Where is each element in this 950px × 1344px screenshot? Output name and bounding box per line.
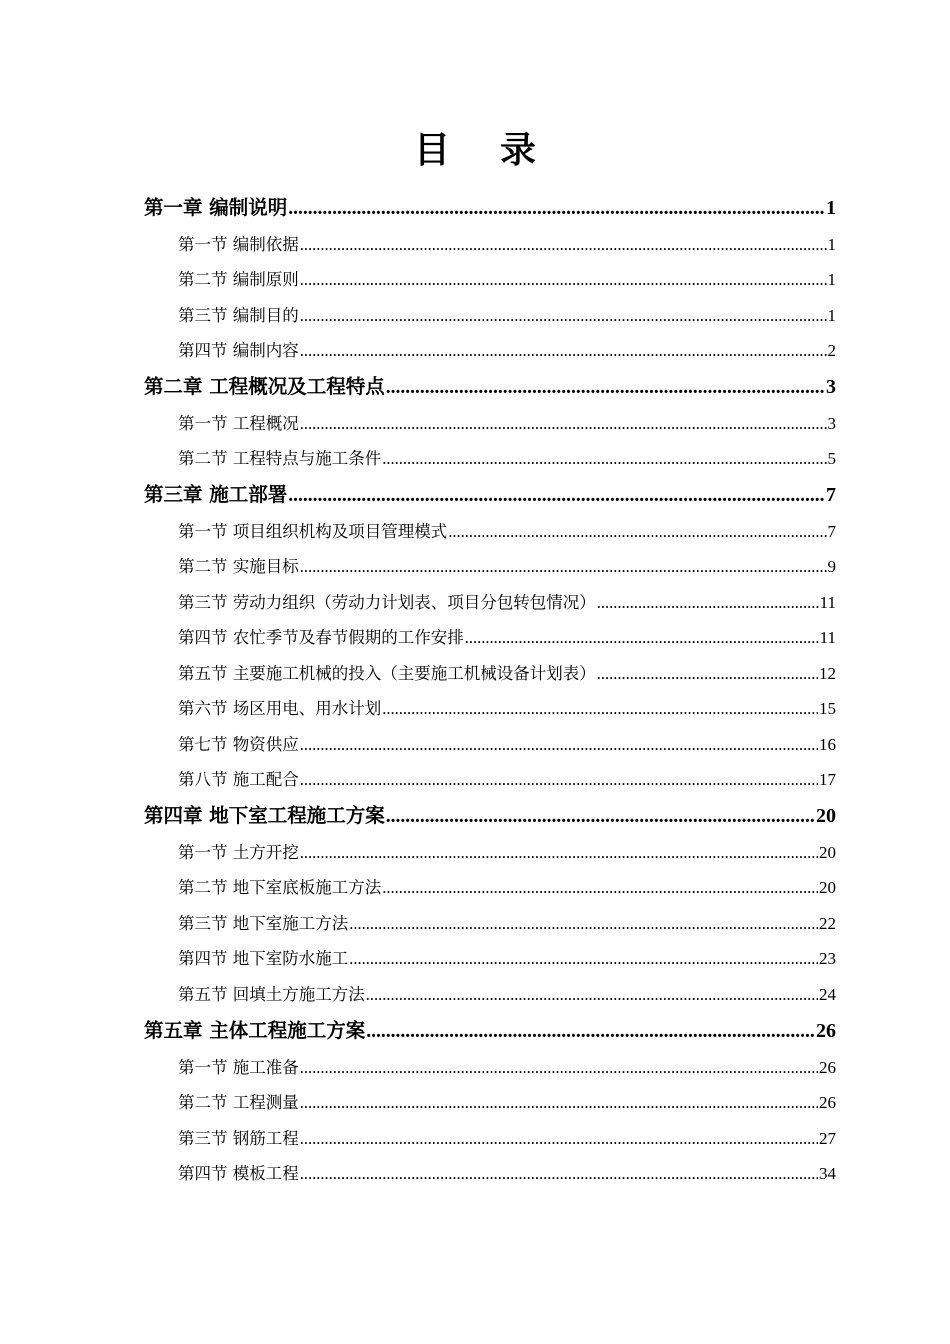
- toc-entry-label: 第三章 施工部署: [144, 483, 288, 506]
- toc-section[interactable]: [178, 767, 836, 793]
- toc-section[interactable]: [178, 338, 836, 364]
- title-char-1: 目: [413, 130, 450, 171]
- toc-chapter[interactable]: [144, 372, 836, 402]
- toc-page-number: 15: [819, 699, 836, 718]
- dot-leader: [300, 840, 818, 866]
- toc-page-number: 24: [819, 985, 836, 1004]
- toc-entry-label: 第一章 编制说明: [144, 196, 288, 219]
- toc-entry-label: 第三节 钢筋工程: [178, 1129, 299, 1148]
- toc-section[interactable]: [178, 303, 836, 329]
- toc-page-number: 34: [819, 1164, 836, 1183]
- toc-page-number: 1: [826, 197, 836, 219]
- toc-page-number: 11: [819, 593, 836, 612]
- dot-leader: [366, 982, 818, 1008]
- dot-leader: [386, 802, 815, 832]
- dot-leader: [366, 1017, 815, 1047]
- toc-page-number: 7: [826, 484, 836, 506]
- toc-page-number: 1: [827, 306, 836, 325]
- toc-section[interactable]: [178, 1126, 836, 1152]
- toc-section[interactable]: [178, 840, 836, 866]
- toc-entry-label: 第三节 地下室施工方法: [178, 914, 349, 933]
- toc-entry-label: 第四节 地下室防水施工: [178, 949, 349, 968]
- dot-leader: [597, 661, 818, 687]
- dot-leader: [300, 1126, 818, 1152]
- dot-leader: [300, 1055, 818, 1081]
- dot-leader: [300, 411, 827, 437]
- toc-entry-label: 第一节 工程概况: [178, 414, 299, 433]
- toc-entry-label: 第二节 地下室底板施工方法: [178, 878, 382, 897]
- toc-entry-label: 第一节 施工准备: [178, 1058, 299, 1077]
- toc-page-number: 12: [819, 664, 836, 683]
- toc-entry-label: 第五节 回填土方施工方法: [178, 985, 365, 1004]
- toc-entry-label: 第二节 工程测量: [178, 1093, 299, 1112]
- toc-section[interactable]: [178, 661, 836, 687]
- toc-section[interactable]: [178, 1055, 836, 1081]
- dot-leader: [288, 194, 825, 224]
- toc-entry-label: 第四章 地下室工程施工方案: [144, 804, 385, 827]
- dot-leader: [349, 946, 818, 972]
- dot-leader: [448, 519, 826, 545]
- toc-page-number: 16: [819, 735, 836, 754]
- toc-page-number: 23: [819, 949, 836, 968]
- toc-entry-label: 第四节 农忙季节及春节假期的工作安排: [178, 628, 464, 647]
- toc-chapter[interactable]: [144, 1016, 836, 1046]
- title-char-2: 录: [500, 130, 537, 171]
- toc-page-number: 1: [827, 270, 836, 289]
- toc-entry-label: 第六节 场区用电、用水计划: [178, 699, 382, 718]
- toc-section[interactable]: [178, 875, 836, 901]
- toc-section[interactable]: [178, 1161, 836, 1187]
- dot-leader: [300, 732, 818, 758]
- toc-page-number: 26: [819, 1093, 836, 1112]
- toc-page-number: 3: [826, 376, 836, 398]
- toc-page-number: 20: [816, 805, 836, 827]
- toc-entry-label: 第七节 物资供应: [178, 735, 299, 754]
- dot-leader: [382, 696, 818, 722]
- toc-entry-label: 第二节 工程特点与施工条件: [178, 449, 382, 468]
- toc-entry-label: 第四节 编制内容: [178, 341, 299, 360]
- toc-entry-label: 第一节 土方开挖: [178, 843, 299, 862]
- toc-entry-label: 第八节 施工配合: [178, 770, 299, 789]
- dot-leader: [300, 1161, 818, 1187]
- toc-entry-label: 第一节 项目组织机构及项目管理模式: [178, 522, 448, 541]
- toc-section[interactable]: [178, 232, 836, 258]
- toc-entry-label: 第五章 主体工程施工方案: [144, 1019, 366, 1042]
- toc-page-number: 2: [827, 341, 836, 360]
- toc-page-number: 17: [819, 770, 836, 789]
- toc-page-number: 1: [827, 235, 836, 254]
- toc-page-number: 5: [827, 449, 836, 468]
- toc-page-number: 22: [819, 914, 836, 933]
- toc-page-number: 7: [827, 522, 836, 541]
- toc-page-number: 20: [819, 878, 836, 897]
- toc-section[interactable]: [178, 625, 836, 651]
- dot-leader: [349, 911, 818, 937]
- toc-section[interactable]: [178, 267, 836, 293]
- toc-page-number: 9: [827, 557, 836, 576]
- toc-section[interactable]: [178, 732, 836, 758]
- toc-section[interactable]: [178, 946, 836, 972]
- toc-entry-label: 第三节 劳动力组织（劳动力计划表、项目分包转包情况）: [178, 593, 596, 612]
- toc-chapter[interactable]: [144, 193, 836, 223]
- toc-section[interactable]: [178, 1090, 836, 1116]
- dot-leader: [300, 303, 827, 329]
- toc-section[interactable]: [178, 519, 836, 545]
- toc-section[interactable]: [178, 446, 836, 472]
- dot-leader: [597, 590, 819, 616]
- toc-page-number: 26: [819, 1058, 836, 1077]
- toc-section[interactable]: [178, 590, 836, 616]
- toc-entry-label: 第二章 工程概况及工程特点: [144, 375, 385, 398]
- toc-section[interactable]: [178, 982, 836, 1008]
- dot-leader: [300, 767, 818, 793]
- toc-entry-label: 第四节 模板工程: [178, 1164, 299, 1183]
- dot-leader: [300, 554, 827, 580]
- toc-chapter[interactable]: [144, 480, 836, 510]
- toc-page-number: 20: [819, 843, 836, 862]
- toc-entry-label: 第三节 编制目的: [178, 306, 299, 325]
- toc-section[interactable]: [178, 554, 836, 580]
- toc-chapter[interactable]: [144, 801, 836, 831]
- dot-leader: [300, 1090, 818, 1116]
- dot-leader: [386, 373, 825, 403]
- dot-leader: [300, 338, 827, 364]
- toc-entry-label: 第二节 实施目标: [178, 557, 299, 576]
- toc-page-number: 27: [819, 1129, 836, 1148]
- dot-leader: [288, 481, 825, 511]
- toc-entry-label: 第一节 编制依据: [178, 235, 299, 254]
- toc-page-number: 11: [819, 628, 836, 647]
- toc-page-number: 26: [816, 1020, 836, 1042]
- dot-leader: [382, 446, 826, 472]
- dot-leader: [382, 875, 818, 901]
- dot-leader: [465, 625, 819, 651]
- toc-entry-label: 第五节 主要施工机械的投入（主要施工机械设备计划表）: [178, 664, 596, 683]
- dot-leader: [300, 232, 827, 258]
- dot-leader: [300, 267, 827, 293]
- toc-entry-label: 第二节 编制原则: [178, 270, 299, 289]
- toc-section[interactable]: [178, 696, 836, 722]
- toc-section[interactable]: [178, 411, 836, 437]
- toc-section[interactable]: [178, 911, 836, 937]
- toc-page-number: 3: [827, 414, 836, 433]
